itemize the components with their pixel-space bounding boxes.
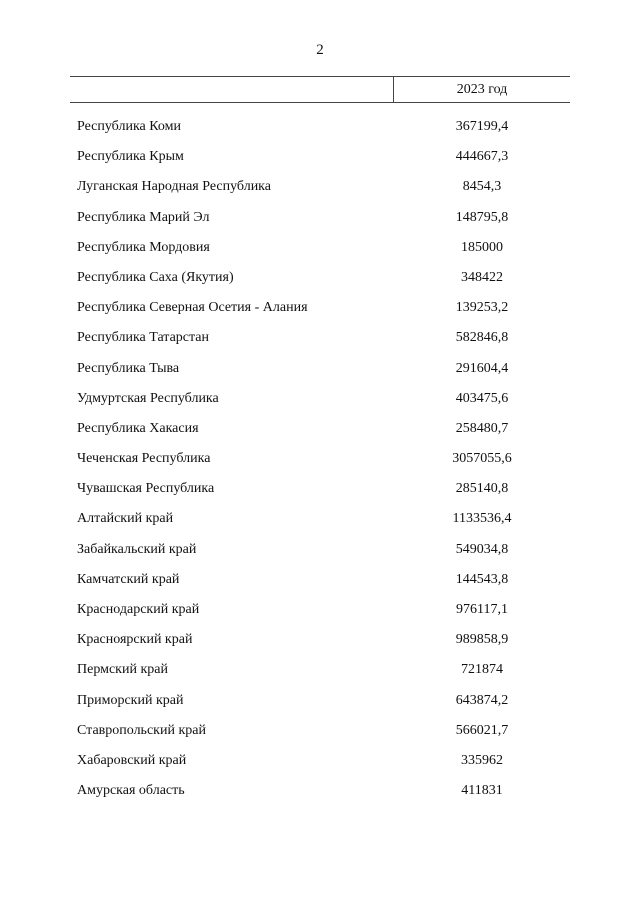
table-row xyxy=(0,387,640,417)
region-value: 411831 xyxy=(461,783,503,799)
region-name: Краснодарский край xyxy=(77,602,200,617)
region-name: Алтайский край xyxy=(77,511,174,527)
region-value: 444667,3 xyxy=(455,149,509,165)
table-row xyxy=(0,447,640,477)
table-row xyxy=(0,236,640,266)
region-name: Приморский край xyxy=(77,692,184,708)
region-value: 721874 xyxy=(461,662,503,678)
table-row xyxy=(0,115,640,145)
region-name: Ставропольский край xyxy=(77,722,206,738)
region-value: 291604,4 xyxy=(455,360,509,376)
region-name: Камчатский край xyxy=(77,571,180,587)
table-row xyxy=(0,719,640,749)
table-row xyxy=(0,145,640,175)
region-value: 144543,8 xyxy=(455,571,509,587)
table-row xyxy=(0,326,640,356)
table-row xyxy=(0,296,640,326)
table-row xyxy=(0,779,640,809)
table-row xyxy=(0,357,640,387)
table-header xyxy=(70,76,570,103)
page-number: 2 xyxy=(316,42,324,58)
region-name: Республика Северная Осетия - Алания xyxy=(77,300,308,316)
region-name: Забайкальский край xyxy=(77,541,197,557)
table-row xyxy=(0,175,640,205)
region-name: Чувашская Республика xyxy=(77,481,215,497)
region-value: 1133536,4 xyxy=(452,511,512,527)
region-value: 348422 xyxy=(461,269,503,285)
region-value: 3057055,6 xyxy=(452,451,512,467)
table-row xyxy=(0,477,640,507)
region-name: Чеченская Республика xyxy=(77,451,211,467)
table-row xyxy=(0,538,640,568)
table-row xyxy=(0,628,640,658)
region-value: 403475,6 xyxy=(455,390,509,406)
table-row xyxy=(0,206,640,236)
table-row xyxy=(0,417,640,447)
table-row xyxy=(0,507,640,537)
column-header-year: 2023 год xyxy=(456,82,508,97)
region-value: 976117,1 xyxy=(456,602,508,617)
region-name: Республика Крым xyxy=(77,149,184,165)
region-name: Республика Саха (Якутия) xyxy=(77,269,234,285)
region-name: Республика Марий Эл xyxy=(77,209,210,225)
region-table-body xyxy=(0,115,640,809)
region-value: 139253,2 xyxy=(455,300,509,316)
region-value: 367199,4 xyxy=(455,119,509,134)
region-name: Хабаровский край xyxy=(77,752,187,768)
table-row xyxy=(0,749,640,779)
region-value: 8454,3 xyxy=(462,179,502,195)
region-value: 335962 xyxy=(461,752,503,768)
region-value: 258480,7 xyxy=(455,420,509,436)
region-name: Республика Мордовия xyxy=(77,239,210,255)
region-value: 566021,7 xyxy=(455,722,509,738)
region-name: Красноярский край xyxy=(77,632,193,648)
table-row xyxy=(0,568,640,598)
table-row xyxy=(0,266,640,296)
region-value: 582846,8 xyxy=(455,330,509,346)
region-name: Республика Хакасия xyxy=(77,420,199,436)
region-name: Луганская Народная Республика xyxy=(77,179,271,195)
region-value: 643874,2 xyxy=(455,692,509,708)
table-row xyxy=(0,598,640,628)
region-name: Пермский край xyxy=(77,662,168,678)
region-value: 549034,8 xyxy=(455,541,509,557)
region-name: Республика Татарстан xyxy=(77,330,210,346)
table-row xyxy=(0,658,640,688)
region-name: Удмуртская Республика xyxy=(77,390,219,406)
region-value: 285140,8 xyxy=(455,481,509,497)
region-name: Республика Тыва xyxy=(77,360,180,376)
region-value: 989858,9 xyxy=(455,632,509,648)
table-row xyxy=(0,689,640,719)
region-name: Республика Коми xyxy=(77,119,181,134)
region-value: 185000 xyxy=(461,239,503,255)
region-name: Амурская область xyxy=(77,783,185,799)
region-value: 148795,8 xyxy=(455,209,509,225)
